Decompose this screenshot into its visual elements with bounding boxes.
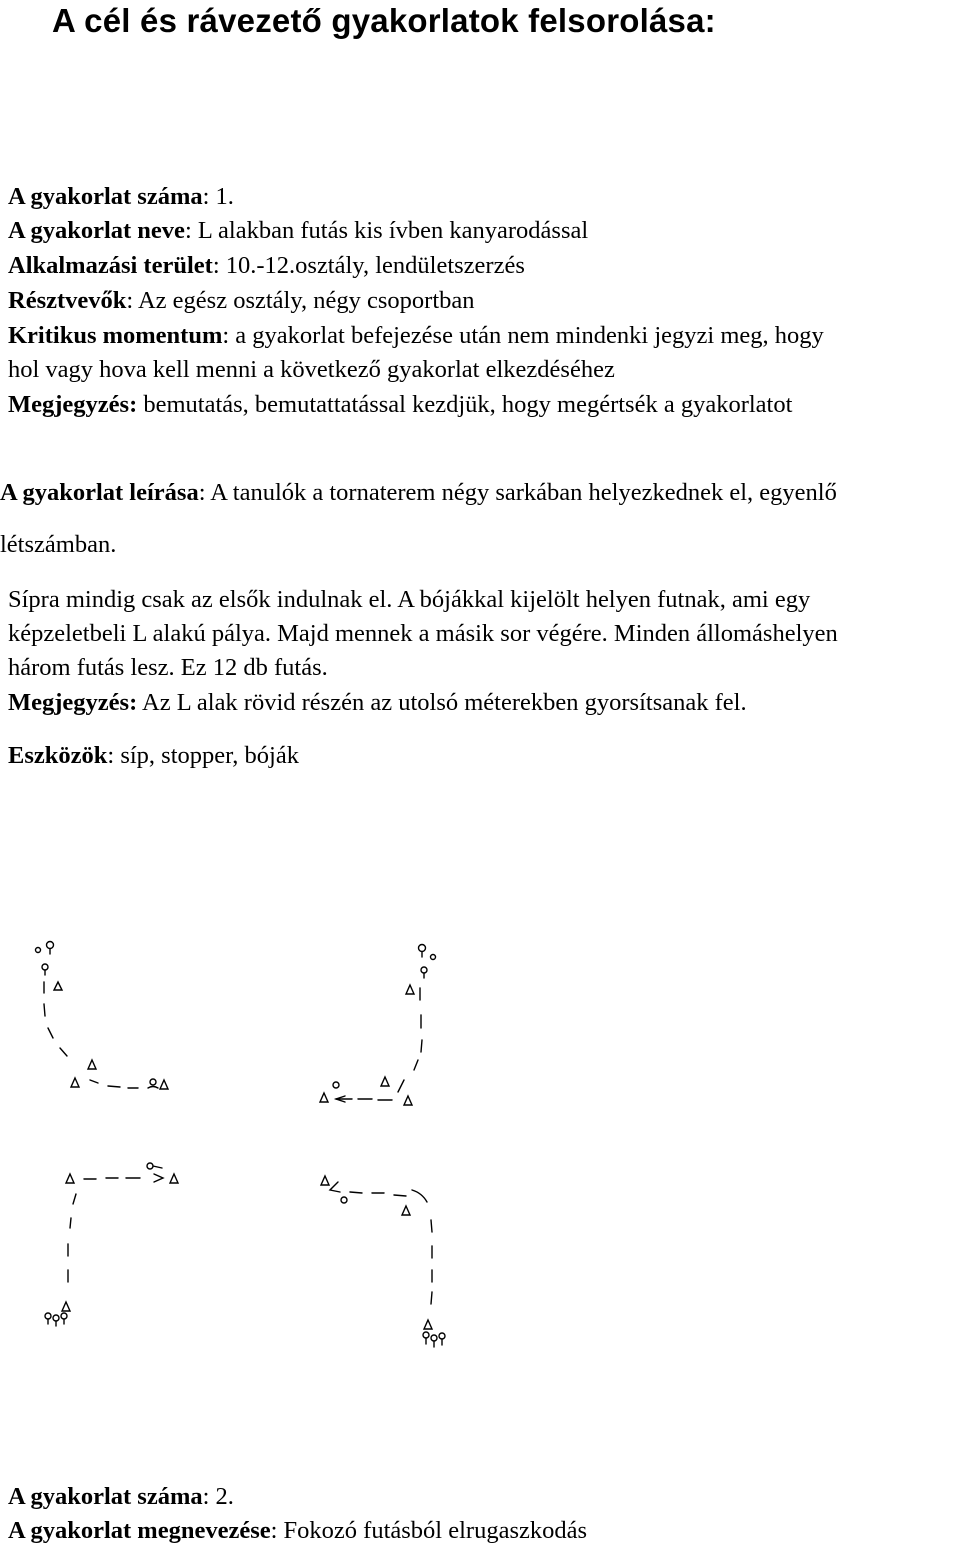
critical-moment [8, 321, 824, 351]
runner-icon [61, 1313, 67, 1319]
participants-value: : Az egész osztály, négy csoportban [126, 287, 475, 314]
l-shaped-run-diagram [0, 920, 520, 1380]
exercise-name-value: : L alakban futás kis ívben kanyarodással [184, 217, 589, 244]
description [0, 478, 837, 508]
course-top-left [36, 942, 169, 1090]
cone-icon [170, 1174, 178, 1183]
runner-icon [341, 1197, 347, 1203]
runner-icon [333, 1082, 339, 1088]
note-2 [8, 688, 747, 718]
runner-icon [150, 1079, 156, 1085]
cone-icon [54, 982, 62, 990]
tools [8, 741, 299, 771]
cone-icon [406, 985, 414, 994]
exercise-name [8, 216, 588, 246]
application-area [8, 251, 525, 281]
runner-icon [36, 948, 41, 953]
application-area-label: Alkalmazási terület [8, 252, 213, 279]
description-value: : A tanulók a tornaterem négy sarkában helyezkednek el, egyenlő [198, 479, 837, 506]
course-top-right [320, 945, 436, 1106]
exercise-2-number [8, 1482, 234, 1512]
cone-icon [160, 1080, 168, 1089]
cone-icon [71, 1078, 79, 1087]
runner-icon [147, 1163, 153, 1169]
exercise-2-name-value: : Fokozó futásból elrugaszkodás [270, 1517, 588, 1544]
runner-icon [47, 942, 54, 949]
paragraph-1: Sípra mindig csak az elsők indulnak el. A bójákkal kijelölt helyen futnak, ami egy [8, 586, 811, 613]
runner-icon [45, 1313, 51, 1319]
participants-label: Résztvevők [8, 287, 127, 314]
description-label: A gyakorlat leírása [0, 479, 199, 506]
paragraph-3: három futás lesz. Ez 12 db futás. [8, 654, 328, 681]
tools-value: : síp, stopper, bóják [107, 742, 299, 769]
exercise-number [8, 182, 234, 212]
exercise-2-name-label: A gyakorlat megnevezése [8, 1517, 271, 1544]
note-2-value: Az L alak rövid részén az utolsó méterekben gyorsítsanak fel. [137, 689, 747, 716]
critical-moment-continued: hol vagy hova kell menni a következő gyakorlat elkezdéséhez [8, 356, 615, 383]
cone-icon [381, 1077, 389, 1086]
exercise-number-label: A gyakorlat száma [8, 183, 203, 210]
page-title: A cél és rávezető gyakorlatok felsorolása: [52, 2, 716, 39]
runner-icon [419, 945, 426, 952]
critical-moment-label: Kritikus momentum [8, 322, 223, 349]
cone-icon [402, 1206, 410, 1215]
cone-icon [62, 1302, 70, 1311]
runner-icon [431, 1335, 437, 1341]
cone-icon [404, 1096, 412, 1105]
exercise-number-value: : 1. [202, 183, 234, 210]
exercise-2-number-value: : 2. [202, 1483, 234, 1510]
critical-moment-value: : a gyakorlat befejezése után nem mindenki jegyzi meg, hogy [222, 322, 824, 349]
cone-icon [320, 1093, 328, 1102]
runner-icon [431, 955, 436, 960]
course-bottom-right [321, 1176, 445, 1347]
note-value: bemutatás, bemutattatással kezdjük, hogy megértsék a gyakorlatot [137, 391, 793, 418]
runner-icon [42, 964, 48, 970]
exercise-2-number-label: A gyakorlat száma [8, 1483, 203, 1510]
cone-icon [66, 1174, 74, 1183]
exercise-2-name [8, 1516, 587, 1546]
cone-icon [321, 1176, 329, 1185]
cone-icon [88, 1060, 96, 1069]
note [8, 390, 792, 420]
note-label: Megjegyzés: [8, 391, 138, 418]
note-2-label: Megjegyzés: [8, 689, 138, 716]
tools-label: Eszközök [8, 742, 108, 769]
course-bottom-left [45, 1163, 178, 1326]
runner-icon [439, 1333, 445, 1339]
paragraph-2: képzeletbeli L alakú pálya. Majd mennek a másik sor végére. Minden állomáshelyen [8, 620, 838, 647]
application-area-value: : 10.-12.osztály, lendületszerzés [212, 252, 525, 279]
participants [8, 286, 475, 316]
description-continued: létszámban. [0, 531, 117, 558]
runner-icon [421, 967, 427, 973]
runner-icon [53, 1315, 59, 1321]
runner-icon [423, 1332, 429, 1338]
exercise-name-label: A gyakorlat neve [8, 217, 185, 244]
cone-icon [424, 1320, 432, 1329]
